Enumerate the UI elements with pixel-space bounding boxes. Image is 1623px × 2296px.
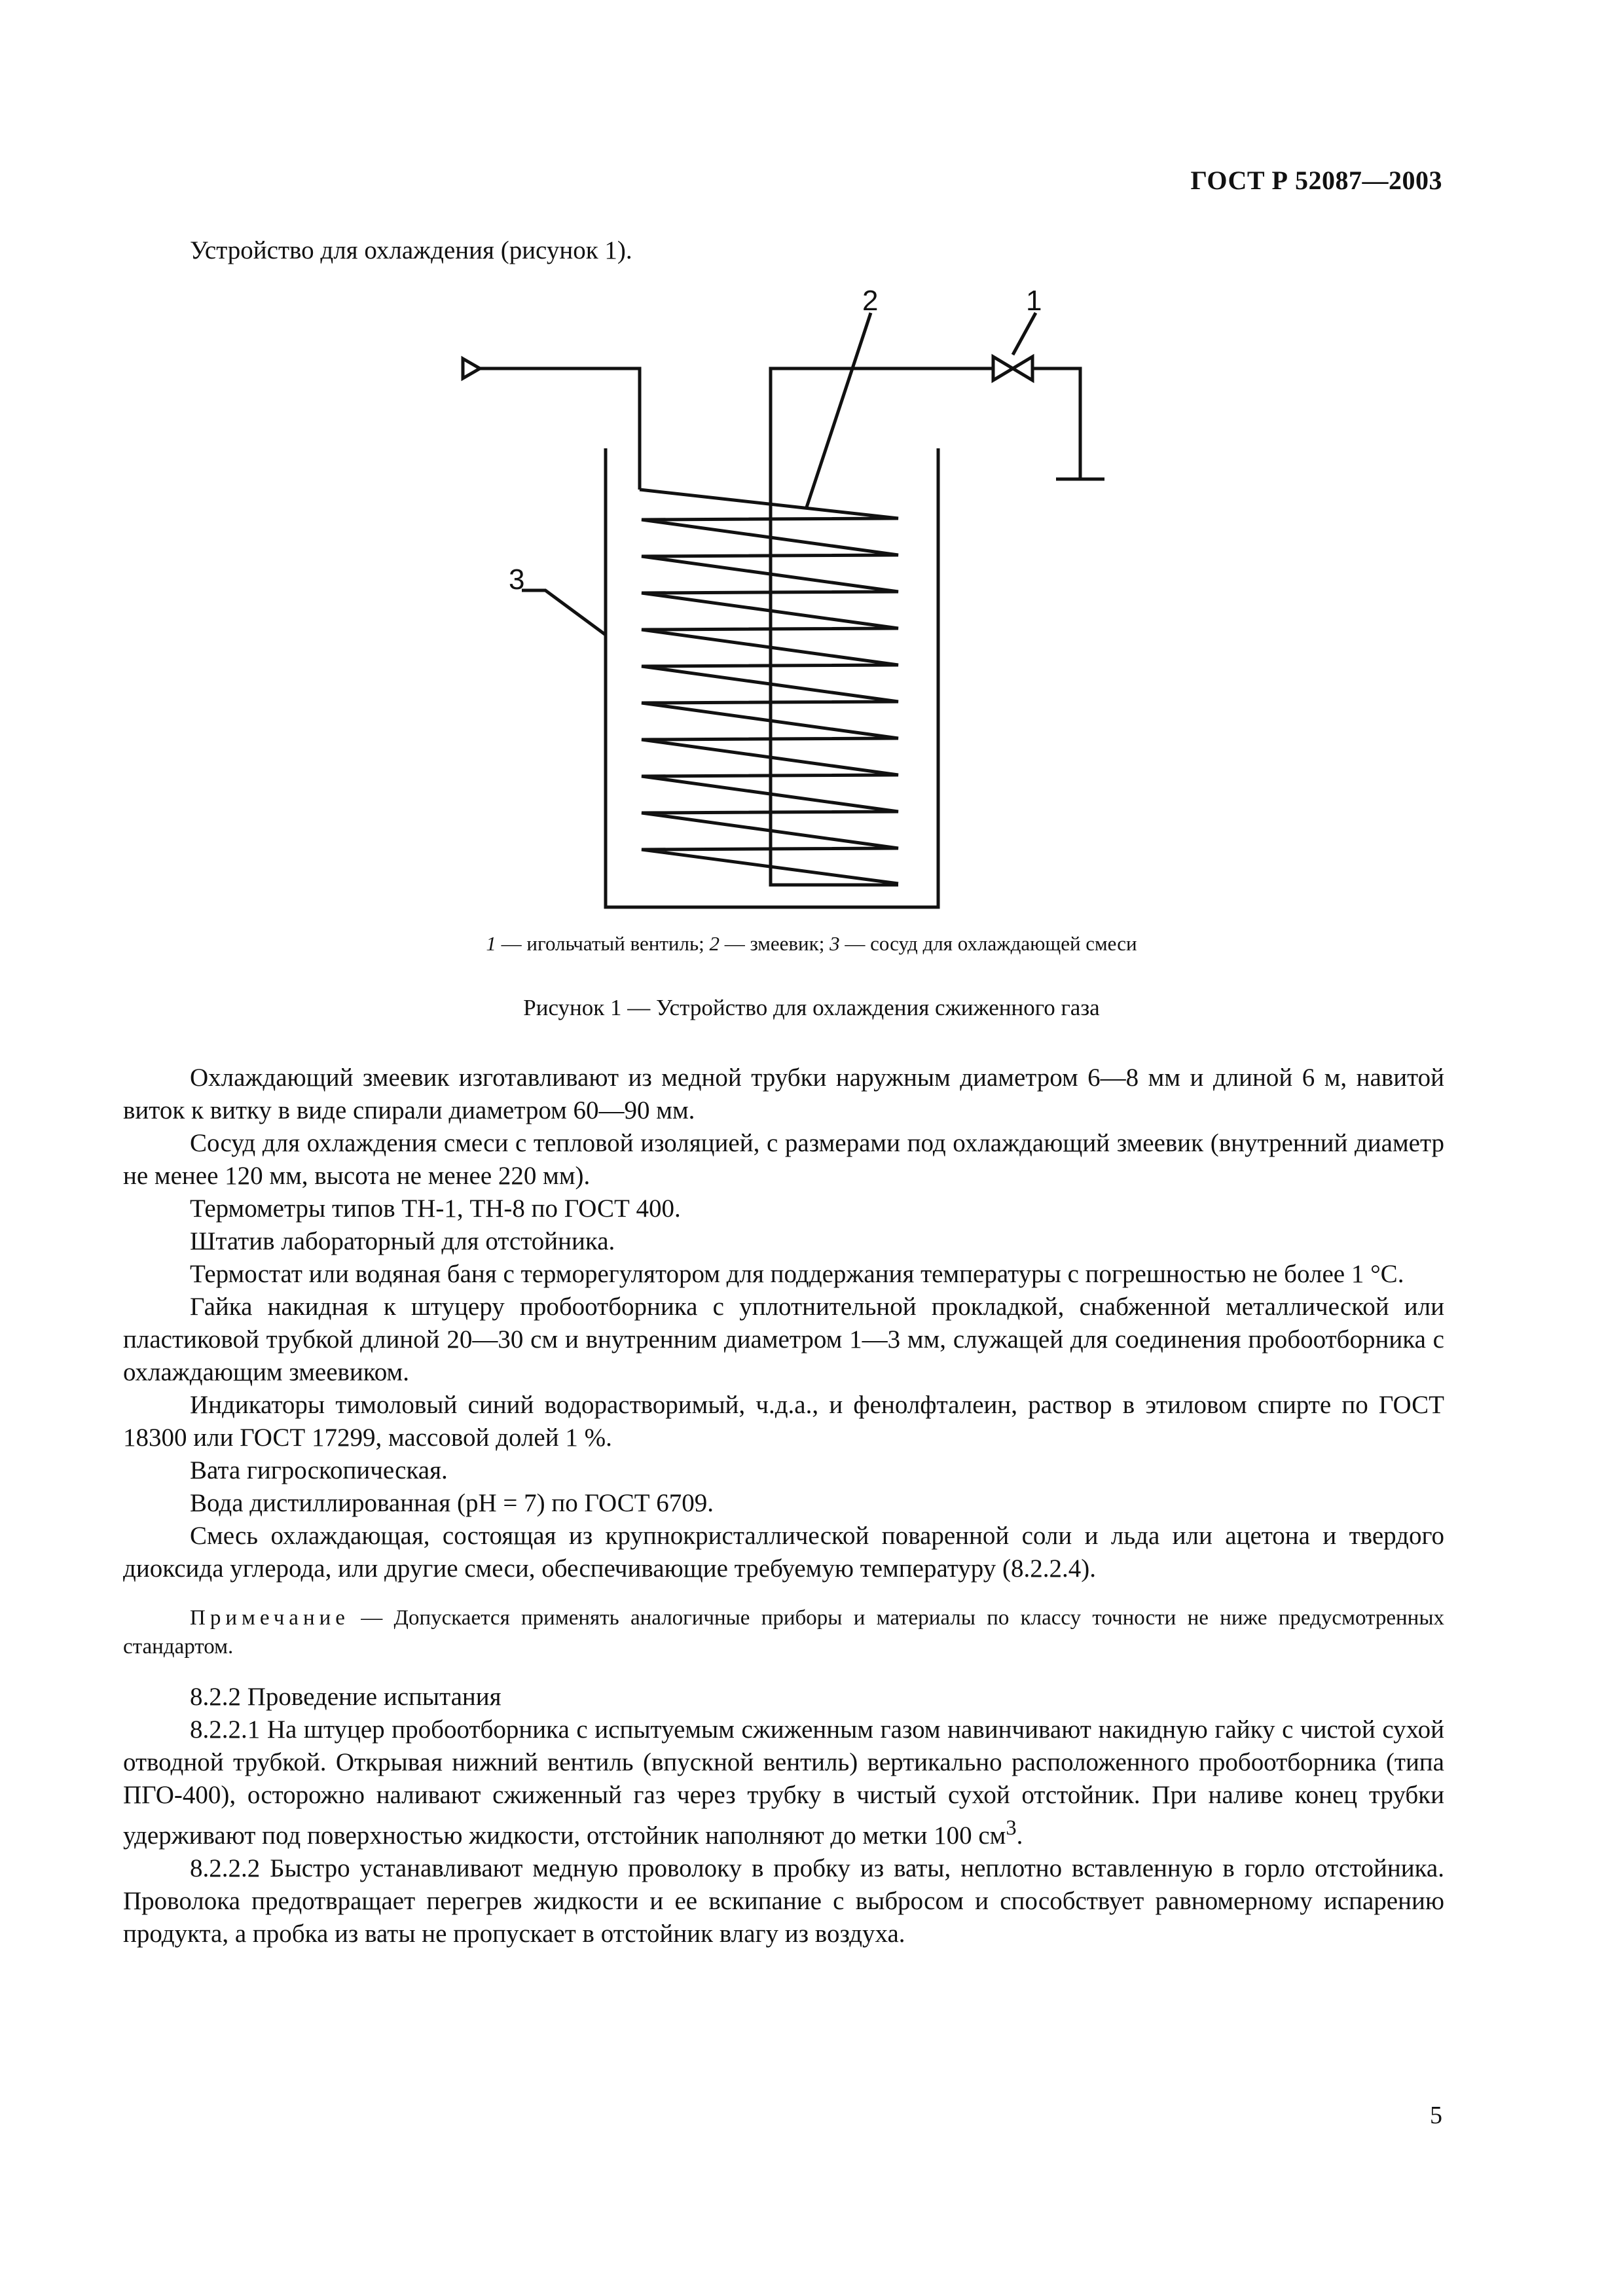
leader-line-1 (1013, 313, 1036, 355)
needle-valve (993, 357, 1032, 380)
section-heading: 8.2.2 Проведение испытания (190, 1683, 501, 1711)
section-p1-main: 8.2.2.1 На штуцер пробоотборника с испытуемым сжиженным газом навинчивают накидную гайку с чистой сухой отводной трубкой. Открывая нижний вентиль (впускной вентиль) вертикально расположенного пробоотборника (типа ПГО-400), осторожно наливают сжиженный газ через трубку в чистый сухой отстойник. При наливе конец трубки удерживают под поверхностью жидкости, отстойник наполняют до метки 100 см (123, 1715, 1444, 1850)
leader-line-3 (522, 590, 606, 635)
section-paragraph-8-2-2-2: 8.2.2.2 Быстро устанавливают медную проволоку в пробку из ваты, неплотно вставленную в горло отстойника. Проволока предотвращает перегрев жидкости и ее вскипание с выбросом и способствует равномерному испарению продукта, а пробка из ваты не пропускает в отстойник влагу из воздуха. (123, 1854, 1444, 1948)
note (123, 1604, 1444, 1661)
outlet-pipe (1032, 368, 1104, 479)
figure-legend (0, 932, 1623, 956)
paragraph: Штатив лабораторный для отстойника. (190, 1227, 615, 1255)
body-text (123, 1062, 1444, 1950)
paragraph: Охлаждающий змеевик изготавливают из медной трубки наружным диаметром 6—8 мм и длиной 6 м, навитой виток к витку в виде спирали диаметром 60—90 мм. (123, 1064, 1444, 1124)
label-3: 3 (509, 564, 525, 596)
inlet-pipe (480, 368, 640, 490)
note-label: Примечание (190, 1606, 350, 1630)
paragraph: Сосуд для охлаждения смеси с тепловой изоляцией, с размерами под охлаждающий змеевик (внутренний диаметр не менее 120 мм, высота не менее 220 мм). (123, 1129, 1444, 1190)
legend-num-2: 2 (709, 932, 720, 955)
label-1: 1 (1026, 285, 1042, 317)
legend-text-1: — игольчатый вентиль; (496, 932, 710, 955)
note-text: — Допускается применять аналогичные приборы и материалы по классу точности не ниже предусмотренных стандартом. (123, 1606, 1444, 1659)
section-p1-superscript: 3 (1006, 1816, 1017, 1840)
paragraph: Гайка накидная к штуцеру пробоотборника с уплотнительной прокладкой, снабженной металлической или пластиковой трубкой длиной 20—30 см и внутренним диаметром 1—3 мм, служащей для соединения пробоотборника с охлаждающим змеевиком. (123, 1293, 1444, 1386)
legend-num-1: 1 (486, 932, 496, 955)
paragraph: Вода дистиллированная (рН = 7) по ГОСТ 6709. (190, 1489, 714, 1517)
page-number: 5 (1430, 2102, 1442, 2129)
paragraph: Смесь охлаждающая, состоящая из крупнокристаллической поваренной соли и льда или ацетона и твердого диоксида углерода, или другие смеси, обеспечивающие требуемую температуру (8.2.2.4). (123, 1522, 1444, 1583)
leader-line-2 (807, 313, 871, 507)
document-code: ГОСТ Р 52087—2003 (1190, 166, 1442, 195)
section-paragraph-8-2-2-1 (123, 1713, 1444, 1852)
label-2: 2 (862, 285, 879, 317)
paragraph: Вата гигроскопическая. (190, 1456, 448, 1484)
figure-title: Рисунок 1 — Устройство для охлаждения сжиженного газа (523, 995, 1100, 1020)
legend-num-3: 3 (830, 932, 840, 955)
legend-text-3: — сосуд для охлаждающей смеси (839, 932, 1137, 955)
inlet-arrow (463, 359, 480, 378)
section-p1-end: . (1016, 1821, 1023, 1850)
paragraph: Индикаторы тимоловый синий водорастворимый, ч.д.а., и фенолфталеин, раствор в этиловом спирте по ГОСТ 18300 или ГОСТ 17299, массовой долей 1 %. (123, 1391, 1444, 1452)
intro-text: Устройство для охлаждения (рисунок 1). (190, 236, 632, 264)
cooling-device-diagram (0, 0, 1623, 929)
legend-text-2: — змеевик; (719, 932, 830, 955)
paragraph: Термометры типов ТН-1, ТН-8 по ГОСТ 400. (190, 1194, 681, 1223)
paragraph: Термостат или водяная баня с терморегулятором для поддержания температуры с погрешностью не более 1 °С. (190, 1260, 1404, 1288)
